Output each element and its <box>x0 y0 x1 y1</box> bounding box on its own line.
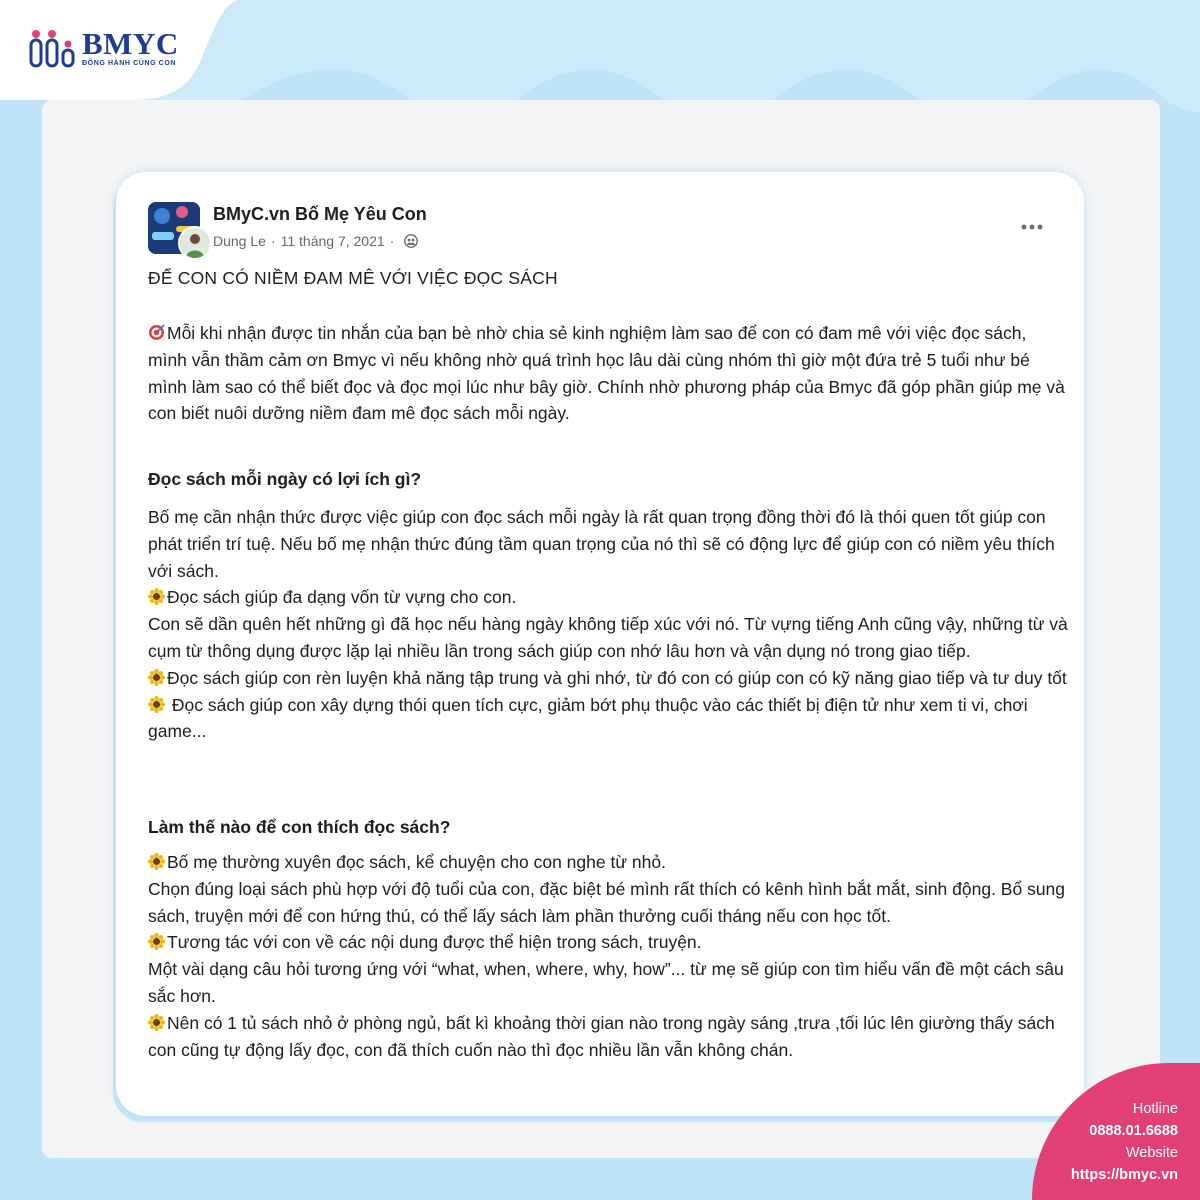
heading-benefits: Đọc sách mỗi ngày có lợi ích gì? <box>148 469 422 489</box>
target-emoji-icon <box>148 324 165 341</box>
sunflower-emoji-icon <box>148 669 165 686</box>
brand-name: BMYC <box>82 25 179 61</box>
brand-logo[interactable] <box>28 26 179 70</box>
bullet-detail: Chọn đúng loại sách phù hợp với độ tuổi của con, đặc biệt bé mình rất thích có kênh hình bắt mắt, sinh động. Bổ sung sách, truyện mới để con hứng thú, có thể lấy sách làm phần thưởng cuối tháng nếu con học tốt. <box>148 878 1066 926</box>
brand-tagline: ĐỒNG HÀNH CÙNG CON <box>82 59 177 67</box>
bullet-text: Đọc sách giúp con xây dựng thói quen tích cực, giảm bớt phụ thuộc vào các thiết bị điện tử như xem ti vi, chơi game... <box>148 694 1028 742</box>
bullet-text: Bố mẹ thường xuyên đọc sách, kể chuyện cho con nghe từ nhỏ. <box>167 852 666 872</box>
author-name[interactable]: Dung Le <box>213 233 266 249</box>
page-name-link[interactable]: BMyC.vn Bố Mẹ Yêu Con <box>213 204 427 224</box>
bullet-text: Nên có 1 tủ sách nhỏ ở phòng ngủ, bất kì khoảng thời gian nào trong ngày sáng ,trưa ,tối lúc lên giường thấy sách con cũng tự động lấy đọc, con đã thích cuốn nào thì đọc nhiều lần vẫn không chán. <box>148 1012 1055 1060</box>
bullet-text: Đọc sách giúp đa dạng vốn từ vựng cho con. <box>167 587 517 608</box>
intro-text: Mỗi khi nhận được tin nhắn của bạn bè nhờ chia sẻ kinh nghiệm làm sao để con có đam mê với việc đọc sách, mình vẫn thầm cảm ơn Bmyc vì nếu không nhờ quá trình học lâu dài cùng nhóm thì giờ một đứa trẻ 5 tuổi như bé mình làm sao có thể biết đọc và đọc mọi lúc như bây giờ. Chính nhờ phương pháp của Bmyc đã góp phần giúp mẹ và con biết nuôi dưỡng niềm đam mê đọc sách mỗi ngày. <box>148 323 1065 424</box>
hotline-number[interactable]: 0888.01.6688 <box>1089 1123 1178 1139</box>
post-intro <box>148 320 1068 427</box>
contact-info <box>1071 1098 1178 1186</box>
sunflower-emoji-icon <box>148 1014 165 1031</box>
sunflower-emoji-icon <box>148 588 165 605</box>
post-meta <box>213 233 418 249</box>
meta-separator: · <box>270 233 276 249</box>
family-logo-icon <box>28 26 78 70</box>
more-options-icon[interactable] <box>1018 218 1046 236</box>
meta-separator: · <box>389 233 395 249</box>
post-title: ĐỂ CON CÓ NIỀM ĐAM MÊ VỚI VIỆC ĐỌC SÁCH <box>148 268 558 288</box>
sunflower-emoji-icon <box>148 933 165 950</box>
website-label: Website <box>1125 1145 1178 1161</box>
bullet-detail: Một vài dạng câu hỏi tương ứng với “what, when, where, why, how”... từ mẹ sẽ giúp con tìm hiểu vấn đề một cách sâu sắc hơn. <box>148 959 1064 1006</box>
bullet-text: Đọc sách giúp con rèn luyện khả năng tập trung và ghi nhớ, từ đó con có giúp con có kỹ năng giao tiếp và tư duy tốt <box>167 667 1067 688</box>
bullet-item <box>148 1010 1068 1064</box>
benefits-intro: Bố mẹ cần nhận thức được việc giúp con đọc sách mỗi ngày là rất quan trọng đồng thời đó là thói quen tốt giúp con phát triển trí tuệ. Nếu bố mẹ nhận thức đúng tầm quan trọng của nó thì sẽ có động lực để giúp con có niềm yêu thích với sách. <box>148 507 1055 581</box>
website-link[interactable]: https://bmyc.vn <box>1070 1167 1178 1183</box>
heading-how-to: Làm thế nào để con thích đọc sách? <box>148 817 451 837</box>
sunflower-emoji-icon <box>148 853 165 870</box>
sunflower-emoji-icon <box>148 696 165 713</box>
group-icon <box>404 234 418 248</box>
post-date[interactable]: 11 tháng 7, 2021 <box>280 233 385 249</box>
bullet-detail: Con sẽ dần quên hết những gì đã học nếu hàng ngày không tiếp xúc với nó. Từ vựng tiếng Anh cũng vậy, những từ và cụm từ thông dụng được lặp lại nhiều lần trong sách giúp con nhớ lâu hơn và vận dụng nó trong giao tiếp. <box>148 614 1068 661</box>
bullet-item <box>148 849 1068 876</box>
bullet-item <box>148 929 1068 956</box>
bullet-item <box>148 584 1068 611</box>
hotline-label: Hotline <box>1132 1101 1178 1117</box>
bullet-text: Tương tác với con về các nội dung được thể hiện trong sách, truyện. <box>167 932 702 953</box>
benefits-section <box>148 504 1068 745</box>
author-avatar-image <box>180 228 210 258</box>
bullet-item <box>148 692 1068 746</box>
bullet-item <box>148 665 1068 692</box>
how-to-section <box>148 849 1068 1063</box>
author-avatar[interactable] <box>178 226 212 260</box>
